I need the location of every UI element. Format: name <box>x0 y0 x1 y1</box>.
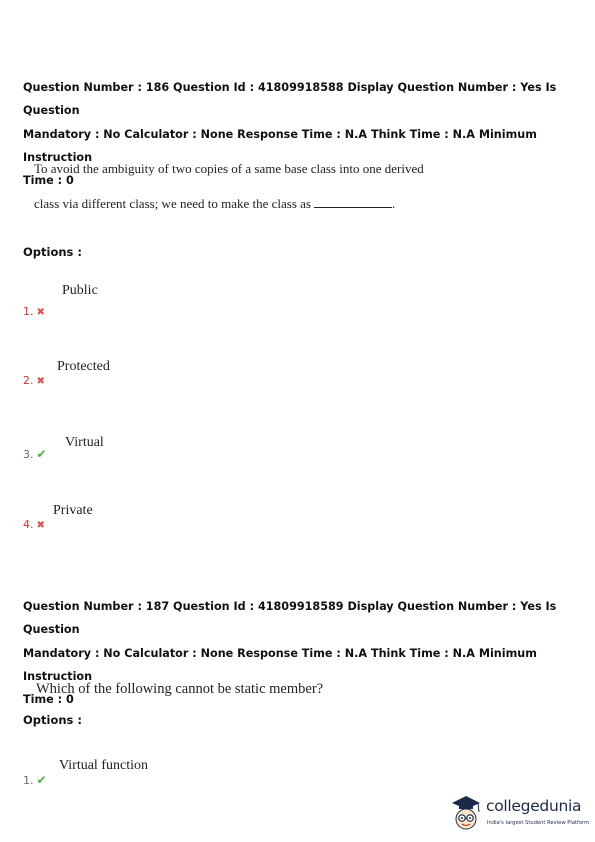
question-meta-line: Time : 0 <box>23 693 74 707</box>
option-number: 2. <box>23 374 34 387</box>
option-number-4 <box>23 518 45 531</box>
options-label: Options : <box>23 713 82 727</box>
logo-tagline: India's largest Student Review Platform <box>487 820 590 826</box>
option-number: 1. <box>23 774 34 787</box>
question-text-fragment: class via different class; we need to make the class as <box>34 196 311 211</box>
question-meta-line: Question Number : 187 Question Id : 41809918589 Display Question Number : Yes Is Question <box>23 600 557 637</box>
option-text-virtual-function: Virtual function <box>59 758 148 773</box>
collegedunia-logo <box>448 793 593 837</box>
option-text-protected: Protected <box>57 359 110 374</box>
option-text-public: Public <box>62 283 98 298</box>
option-number-1 <box>23 773 47 787</box>
question-meta-line: Time : 0 <box>23 174 74 188</box>
question-187-text: Which of the following cannot be static member? <box>36 681 324 697</box>
question-meta-line: Question Number : 186 Question Id : 41809918588 Display Question Number : Yes Is Question <box>23 81 557 118</box>
wrong-cross-icon: ✖ <box>36 376 45 387</box>
options-label: Options : <box>23 245 82 259</box>
wrong-cross-icon: ✖ <box>36 520 45 531</box>
option-text-virtual: Virtual <box>65 435 104 450</box>
logo-wordmark: collegedunia <box>486 797 582 815</box>
question-186-text-line2 <box>34 196 395 212</box>
correct-check-icon: ✔ <box>36 447 47 461</box>
question-186-text-line1: To avoid the ambiguity of two copies of a same base class into one derived <box>34 161 424 176</box>
option-text-private: Private <box>53 503 93 518</box>
answer-blank <box>314 197 392 208</box>
option-number-2 <box>23 374 45 387</box>
option-number: 4. <box>23 518 34 531</box>
option-number-1 <box>23 305 45 318</box>
question-meta-line: Mandatory : No Calculator : None Response Time : N.A Think Time : N.A Minimum Instruction <box>23 646 537 683</box>
question-text-period: . <box>392 196 396 211</box>
option-number: 3. <box>23 448 34 461</box>
correct-check-icon: ✔ <box>36 773 47 787</box>
mascot-icon <box>448 793 484 835</box>
question-meta-line: Mandatory : No Calculator : None Response Time : N.A Think Time : N.A Minimum Instruction <box>23 127 537 164</box>
option-number-3 <box>23 447 47 461</box>
option-number: 1. <box>23 305 34 318</box>
wrong-cross-icon: ✖ <box>36 307 45 318</box>
